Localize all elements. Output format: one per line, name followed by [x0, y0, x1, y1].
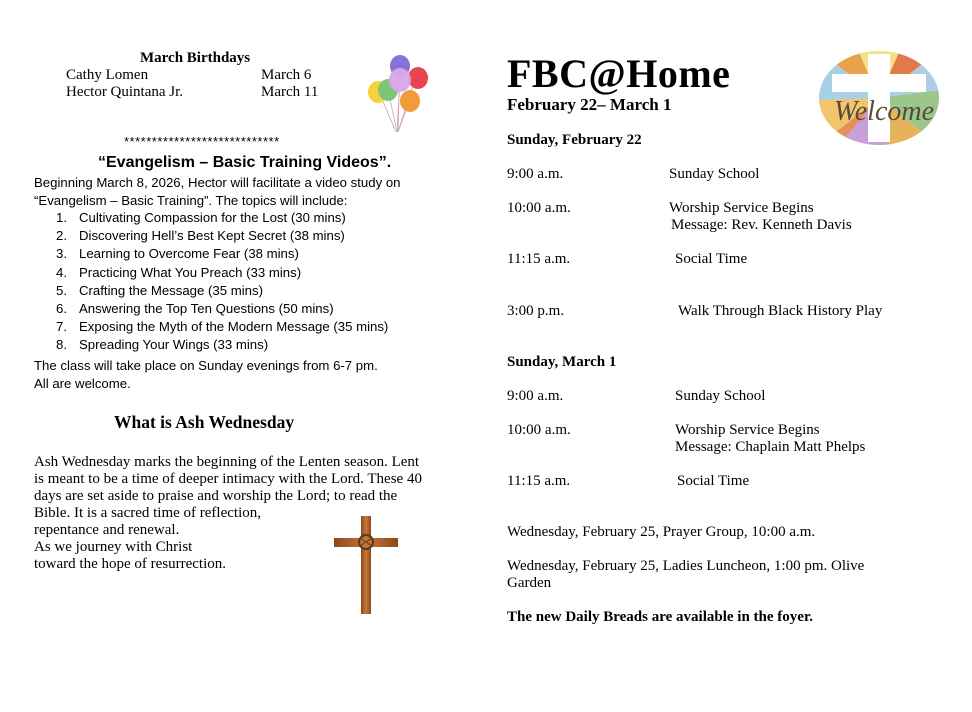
list-item: 5. Crafting the Message (35 mins): [56, 282, 263, 298]
welcome-graphic: [818, 50, 940, 146]
ash-text-line: days are set aside to praise and worship the Lord; to read the: [34, 488, 398, 504]
welcome-text: Welcome: [834, 96, 935, 127]
list-item: 7. Exposing the Myth of the Modern Message (35 mins): [56, 319, 389, 335]
evangelism-intro: “Evangelism – Basic Training”. The topics will include:: [34, 193, 348, 208]
event-message: Message: Chaplain Matt Phelps: [675, 439, 866, 455]
event-name: Social Time: [677, 473, 750, 489]
event-name: Walk Through Black History Play: [678, 303, 883, 319]
ash-text-line: repentance and renewal.: [34, 522, 180, 538]
ash-text-line: Ash Wednesday marks the beginning of the Lenten season. Lent: [34, 454, 420, 470]
page-title: FBC@Home: [507, 51, 731, 96]
ash-text-line: is meant to be a time of deeper intimacy with the Lord. These 40: [34, 471, 422, 487]
list-item: 4. Practicing What You Preach (33 mins): [56, 264, 302, 280]
list-item: 6. Answering the Top Ten Questions (50 mins): [56, 300, 334, 316]
event-message: Message: Rev. Kenneth Davis: [671, 217, 852, 233]
daily-breads-note: The new Daily Breads are available in the foyer.: [507, 609, 813, 625]
event-name: Sunday School: [669, 166, 760, 182]
balloons-icon: [360, 54, 432, 134]
date-range: February 22– March 1: [507, 95, 672, 114]
list-item: 1. Cultivating Compassion for the Lost (30 mins): [56, 210, 346, 225]
luncheon-note: Garden: [507, 575, 552, 591]
event-time: 11:15 a.m.: [507, 473, 571, 489]
sunday2-heading: Sunday, March 1: [507, 354, 617, 370]
ash-wednesday-title: What is Ash Wednesday: [114, 412, 295, 432]
event-time: 3:00 p.m.: [507, 303, 565, 319]
birthday-name: Hector Quintana Jr.: [66, 84, 184, 100]
event-time: 11:15 a.m.: [507, 251, 571, 267]
birthday-name: Cathy Lomen: [66, 67, 149, 83]
event-name: Worship Service Begins: [675, 422, 820, 438]
event-time: 9:00 a.m.: [507, 166, 564, 182]
evangelism-intro: Beginning March 8, 2026, Hector will facilitate a video study on: [34, 175, 401, 190]
ash-text-line: As we journey with Christ: [34, 539, 193, 555]
birthday-date: March 6: [261, 67, 312, 83]
list-item: 8. Spreading Your Wings (33 mins): [56, 337, 269, 353]
event-name: Sunday School: [675, 388, 766, 404]
ash-text-line: Bible. It is a sacred time of reflection,: [34, 505, 261, 521]
cross-icon: [330, 512, 402, 616]
list-item: 2. Discovering Hell’s Best Kept Secret (38 mins): [56, 228, 345, 244]
evangelism-title: “Evangelism – Basic Training Videos”.: [98, 154, 392, 171]
luncheon-note: Wednesday, February 25, Ladies Luncheon, 1:00 pm. Olive: [507, 558, 865, 574]
event-name: Worship Service Begins: [669, 200, 814, 216]
event-time: 9:00 a.m.: [507, 388, 564, 404]
topics-list: [56, 209, 388, 355]
list-item: 3. Learning to Overcome Fear (38 mins): [56, 246, 299, 262]
evangelism-closing: The class will take place on Sunday evenings from 6-7 pm.: [34, 358, 378, 373]
event-time: 10:00 a.m.: [507, 422, 571, 438]
prayer-group-note: Wednesday, February 25, Prayer Group, 10:00 a.m.: [507, 524, 816, 540]
birthdays-title: March Birthdays: [140, 50, 251, 66]
event-time: 10:00 a.m.: [507, 200, 571, 216]
evangelism-closing: All are welcome.: [34, 376, 131, 391]
birthday-date: March 11: [261, 84, 319, 100]
ash-text-line: toward the hope of resurrection.: [34, 556, 227, 572]
separator-stars: ****************************: [124, 134, 280, 149]
sunday1-heading: Sunday, February 22: [507, 132, 642, 148]
event-name: Social Time: [675, 251, 748, 267]
